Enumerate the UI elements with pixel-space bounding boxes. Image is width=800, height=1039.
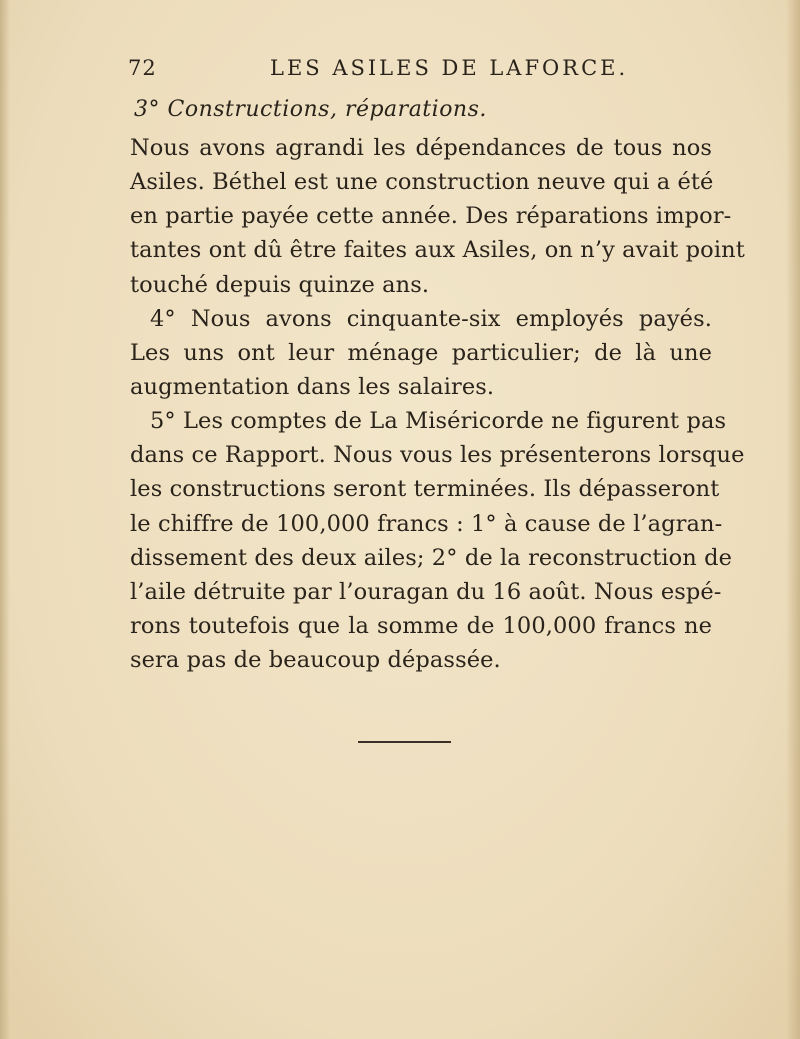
text-line: Nous avons agrandi les dépendances de tous nos (130, 135, 712, 161)
text-line: touché depuis quinze ans. (130, 271, 430, 298)
page-right-edge (786, 0, 800, 1039)
text-line: 5° Les comptes de La Miséricorde ne figurent pas (150, 408, 727, 435)
text-line: le chiffre de 100,000 francs : 1° à cause de l’agran- (130, 510, 723, 537)
text-line: en partie payée cette année. Des réparations impor- (130, 203, 732, 230)
text-line: Asiles. Béthel est une construction neuve qui a été (130, 169, 714, 196)
page-left-edge (0, 0, 10, 1039)
text-line: dans ce Rapport. Nous vous les présenterons lorsque (130, 442, 745, 469)
section-end-rule (358, 741, 451, 743)
section-heading: 3° Constructions, réparations. (134, 97, 487, 122)
page-number: 72 (128, 56, 157, 80)
text-line: Les uns ont leur ménage particulier; de là une (130, 339, 712, 366)
text-line: les constructions seront terminées. Ils dépasseront (130, 476, 720, 503)
text-line: dissement des deux ailes; 2° de la reconstruction de (130, 544, 733, 571)
text-line: 4° Nous avons cinquante-six employés payés. (150, 305, 712, 332)
header-title: LES ASILES DE LAFORCE. (270, 56, 629, 80)
body-text (130, 131, 745, 677)
text-line: rons toutefois que la somme de 100,000 francs ne (130, 612, 712, 639)
running-head (128, 56, 708, 88)
text-line: sera pas de beaucoup dépassée. (130, 647, 501, 674)
text-line: tantes ont dû être faites aux Asiles, on n’y avait point (130, 237, 745, 264)
text-line: augmentation dans les salaires. (130, 373, 495, 400)
text-line: l’aile détruite par l’ouragan du 16 août. Nous espé- (130, 578, 722, 605)
